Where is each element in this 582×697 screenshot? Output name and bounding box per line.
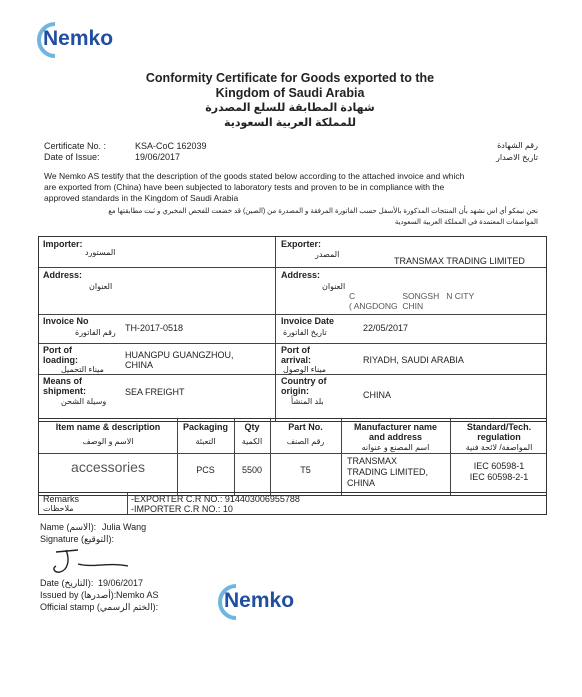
invoice-date-ar: تاريخ الفاتورة — [283, 328, 327, 337]
port-loading-label1: Port of — [43, 345, 72, 355]
port-arrival-label1: Port of — [281, 345, 310, 355]
remarks-ar: ملاحظات — [43, 504, 74, 513]
col-header-manufacturer-ar: اسم المصنع و عنوانه — [361, 443, 430, 452]
port-arrival-value: RIYADH, SAUDI ARABIA — [363, 355, 464, 365]
means-label1: Means of — [43, 376, 83, 386]
remarks-box — [38, 492, 547, 515]
title-line2: Kingdom of Saudi Arabia — [215, 86, 365, 100]
col-header-part: Part No. — [288, 422, 323, 432]
remarks-label: Remarks — [43, 494, 80, 504]
sign-date-label: Date (التاريخ): — [40, 578, 94, 588]
statement-en2: are exported from (China) have been subjected to laboratory tests and proven to be in compliance with the — [44, 182, 445, 192]
means-value: SEA FREIGHT — [125, 387, 185, 397]
exporter-address-ar: العنوان — [322, 282, 346, 291]
col-header-part-ar: رقم الصنف — [286, 437, 325, 446]
remarks-line1: -EXPORTER C.R NO.: 914403006955788 — [131, 494, 300, 504]
origin-label1: Country of — [281, 376, 327, 386]
signature-label: Signature (التوقيع): — [40, 534, 114, 544]
importer-address-label: Address: — [43, 270, 83, 280]
exporter-value: TRANSMAX TRADING LIMITED — [394, 256, 525, 266]
means-label2: shipment: — [43, 386, 87, 396]
title-ar1: شهادة المطابقة للسلع المصدرة — [205, 102, 375, 114]
item-manufacturer1: TRANSMAX — [347, 456, 398, 466]
statement-en3: approved standards in the Kingdom of Saudi Arabia — [44, 193, 239, 203]
port-loading-label2: loading: — [43, 355, 78, 365]
importer-address-ar: العنوان — [89, 282, 113, 291]
exporter-ar: المصدر — [315, 250, 340, 259]
statement-ar2: المواصفات المعتمدة في المملكة العربية السعودية — [394, 219, 538, 226]
item-standard2: IEC 60598-2-1 — [469, 472, 529, 482]
logo-text: Nemko — [43, 27, 114, 50]
title-line1: Conformity Certificate for Goods exported to the — [145, 71, 435, 85]
title-ar2: للمملكة العربية السعودية — [224, 117, 356, 129]
col-header-packaging: Packaging — [182, 422, 229, 432]
signer-name-value: Julia Wang — [102, 522, 147, 532]
col-header-item-ar: الاسم و الوصف — [82, 437, 134, 446]
importer-label: Importer: — [43, 239, 83, 249]
statement-ar1: نحن نيمكو أي اس نشهد بأن المنتجات المذكورة بالأسفل حسب الفاتورة المرفقة و المصدرة من (الصين) قد خضعت للفحص المخبري و ثبت مطابقتها مع — [108, 208, 538, 215]
col-header-standard1: Standard/Tech. — [466, 422, 532, 432]
official-stamp-label: Official stamp (الختم الرسمي): — [40, 602, 159, 612]
origin-ar: بلد المنشأ — [291, 397, 324, 406]
item-part: T5 — [300, 465, 311, 475]
official-stamp-logo — [210, 580, 330, 624]
port-arrival-ar: ميناء الوصول — [283, 365, 327, 374]
means-ar: وسيلة الشحن — [61, 397, 107, 406]
port-loading-value1: HUANGPU GUANGZHOU, — [125, 350, 234, 360]
col-header-standard2: regulation — [477, 432, 521, 442]
cert-date-value: 19/06/2017 — [135, 152, 181, 162]
invoice-date-value: 22/05/2017 — [363, 323, 409, 333]
col-header-standard-ar: المواصفة/ لائحة فنية — [465, 443, 533, 452]
col-header-item: Item name & description — [55, 422, 161, 432]
port-loading-ar: ميناء التحميل — [61, 365, 104, 374]
port-loading-value2: CHINA — [125, 360, 154, 370]
cert-date-ar: تاريخ الاصدار — [495, 153, 538, 162]
exporter-address-label: Address: — [281, 270, 321, 280]
cert-no-ar: رقم الشهادة — [497, 141, 538, 150]
remarks-line2: -IMPORTER C.R NO.: 10 — [131, 504, 233, 514]
invoice-label: Invoice No — [43, 316, 89, 326]
shipment-info-table — [38, 236, 547, 422]
exporter-label: Exporter: — [281, 239, 322, 249]
item-qty: 5500 — [241, 465, 263, 475]
cert-date-label: Date of Issue: — [44, 152, 100, 162]
statement-en1: We Nemko AS testify that the description of the goods stated below according to the attached invoice and which — [44, 171, 465, 181]
invoice-value: TH-2017-0518 — [125, 323, 184, 333]
cert-no-label: Certificate No. : — [44, 141, 107, 151]
handwritten-signature — [48, 546, 138, 576]
item-name: accessories — [71, 459, 145, 475]
exporter-address-line1: C SONGSH N CITY — [349, 291, 475, 301]
port-arrival-label2: arrival: — [281, 355, 312, 365]
item-manufacturer2: TRADING LIMITED, — [347, 467, 429, 477]
stamp-logo-text: Nemko — [224, 589, 295, 612]
col-header-qty: Qty — [244, 422, 260, 432]
col-header-packaging-ar: التعبئة — [195, 437, 216, 446]
issued-by-value: Nemko AS — [116, 590, 159, 600]
item-packaging: PCS — [196, 465, 215, 475]
origin-value: CHINA — [363, 390, 392, 400]
col-header-manufacturer2: and address — [368, 432, 423, 442]
signer-name-label: Name (الاسم): — [40, 522, 97, 532]
issued-by-label: Issued by (أصدرها): — [40, 590, 117, 600]
exporter-address-line2: ( ANGDONG CHIN — [349, 301, 424, 311]
cert-no-value: KSA-CoC 162039 — [135, 141, 207, 151]
items-table — [38, 418, 547, 496]
invoice-ar: رقم الفاتورة — [75, 328, 116, 337]
nemko-logo — [30, 18, 140, 62]
col-header-manufacturer1: Manufacturer name — [353, 422, 438, 432]
invoice-date-label: Invoice Date — [281, 316, 335, 326]
importer-ar: المستورد — [85, 248, 116, 257]
col-header-qty-ar: الكمية — [241, 437, 263, 446]
origin-label2: origin: — [281, 386, 309, 396]
item-standard1: IEC 60598-1 — [473, 461, 525, 471]
sign-date-value: 19/06/2017 — [98, 578, 144, 588]
item-manufacturer3: CHINA — [347, 478, 376, 488]
